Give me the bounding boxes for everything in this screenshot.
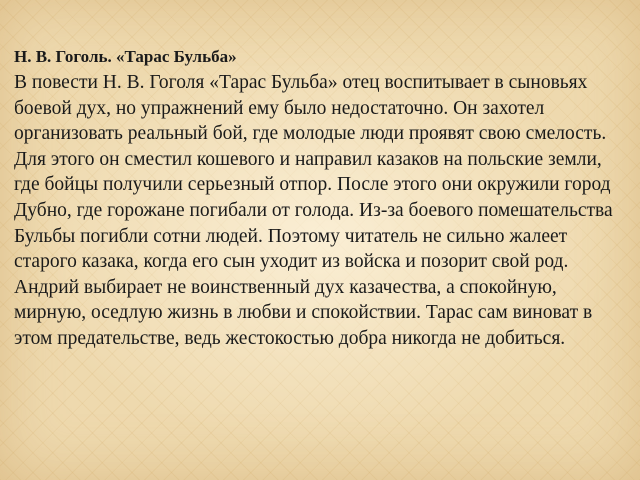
slide-body-text: В повести Н. В. Гоголя «Тарас Бульба» отец воспитывает в сыновьях боевой дух, но упражнений ему было недостаточно. Он захотел организовать реальный бой, где молодые люди проявят свою смелость. Для этого он сместил кошевого и направил казаков на польские земли, где бойцы получили серьезный отпор. После этого они окружили город Дубно, где горожане погибали от голода. Из-за боевого помешательства Бульбы погибли сотни людей. Поэтому читатель не сильно жалеет старого казака, когда его сын уходит из войска и позорит свой род. Андрий выбирает не воинственный дух казачества, а спокойную, мирную, оседлую жизнь в любви и спокойствии. Тарас сам виноват в этом предательстве, ведь жестокостью добра никогда не добиться.	[14, 72, 613, 349]
slide-content	[14, 44, 632, 352]
slide-title: Н. В. Гоголь. «Тарас Бульба»	[14, 47, 237, 66]
